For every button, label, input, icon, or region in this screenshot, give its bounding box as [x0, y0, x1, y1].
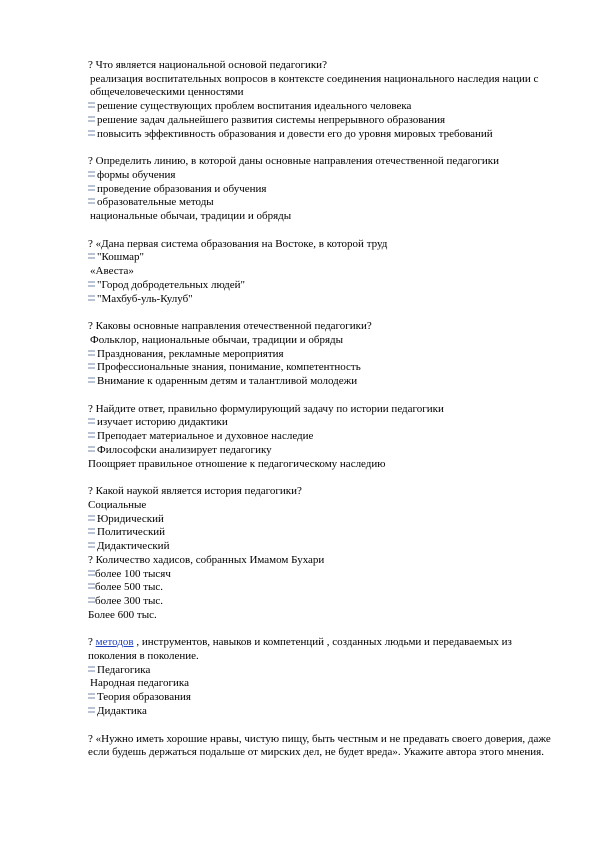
answer-option: изучает историю дидактики — [97, 416, 228, 429]
answer-option: более 100 тысяч — [95, 567, 171, 580]
answer-option: более 300 тыс. — [95, 594, 164, 607]
answer-option: Юридический — [97, 512, 164, 525]
question-text: ? Определить линию, в которой даны основные направления отечественной педагогики — [88, 155, 499, 168]
question-block-8 — [88, 636, 560, 718]
answer-marker-icon — [88, 350, 95, 356]
question-text: ? Какой наукой является история педагогики? — [88, 485, 302, 498]
answer-option: решение задач дальнейшего развития системы непрерывного образования — [97, 113, 446, 126]
answer-marker-icon — [88, 363, 95, 369]
question-block-2 — [88, 155, 560, 224]
question-text: ? Количество хадисов, собранных Имамом Бухари — [88, 553, 325, 566]
question-block-3 — [88, 238, 560, 307]
answer-correct: реализация воспитательных вопросов в контексте соединения национального наследия нации с общечеловеческими ценностями — [90, 72, 539, 99]
methods-link[interactable]: методов — [95, 636, 134, 649]
question-rest: , инструментов, навыков и компетенций , созданных людьми и передаваемых из поколения в поколение. — [88, 636, 512, 663]
answer-option: Теория образования — [97, 691, 191, 704]
answer-option: Внимание к одаренным детям и талантливой молодежи — [97, 375, 358, 388]
question-text: ? «Нужно иметь хорошие нравы, чистую пищу, быть честным и не предавать своего доверия, даже если будешь держаться подальше от мирских дел, не будет вреда». Укажите автора этого мнения. — [88, 732, 551, 759]
answer-marker-icon — [88, 171, 95, 177]
answer-marker-icon — [88, 446, 95, 452]
answer-marker-icon — [88, 666, 95, 672]
answer-option: "Махбуб-уль-Кулуб" — [97, 292, 193, 305]
answer-option: Политический — [97, 526, 166, 539]
answer-marker-icon — [88, 130, 95, 136]
answer-option: образовательные методы — [97, 196, 214, 209]
answer-marker-icon — [88, 116, 95, 122]
answer-marker-icon — [88, 432, 95, 438]
answer-option: Преподает материальное и духовное наследие — [97, 430, 314, 443]
answer-option: более 500 тыс. — [95, 581, 164, 594]
answer-option: "Кошмар" — [97, 251, 145, 264]
question-block-1 — [88, 59, 560, 141]
quiz-text — [88, 59, 560, 774]
question-text — [88, 636, 560, 663]
answer-marker-icon — [88, 281, 95, 287]
answer-marker-icon — [88, 707, 95, 713]
answer-option: Празднования, рекламные мероприятия — [97, 347, 284, 360]
answer-marker-icon — [88, 515, 95, 521]
answer-correct: Поощряет правильное отношение к педагогическому наследию — [88, 457, 386, 470]
answer-marker-icon — [88, 102, 95, 108]
answer-option: Дидактика — [97, 704, 147, 717]
answer-marker-icon — [88, 570, 95, 576]
answer-option: проведение образования и обучения — [97, 182, 267, 195]
answer-option: "Город добродетельных людей" — [97, 278, 245, 291]
answer-marker-icon — [88, 528, 95, 534]
question-text: ? Найдите ответ, правильно формулирующий задачу по истории педагогики — [88, 402, 444, 415]
question-prefix: ? — [88, 636, 96, 649]
answer-marker-icon — [88, 693, 95, 699]
answer-correct: Фольклор, национальные обычаи, традиции и обряды — [90, 333, 343, 346]
answer-marker-icon — [88, 185, 95, 191]
answer-correct: национальные обычаи, традиции и обряды — [90, 210, 292, 223]
answer-correct: «Авеста» — [90, 265, 134, 278]
question-text: ? Каковы основные направления отечественной педагогики? — [88, 320, 372, 333]
answer-marker-icon — [88, 198, 95, 204]
question-block-5 — [88, 403, 560, 472]
answer-option: Профессиональные знания, понимание, компетентность — [97, 361, 361, 374]
question-text: ? Что является национальной основой педагогики? — [88, 59, 327, 71]
answer-option: повысить эффективность образования и довести его до уровня мировых требований — [97, 127, 493, 140]
answer-correct: Более 600 тыс. — [88, 608, 157, 621]
answer-marker-icon — [88, 377, 95, 383]
answer-marker-icon — [88, 583, 95, 589]
answer-option: решение существующих проблем воспитания идеального человека — [97, 100, 412, 113]
question-block-9 — [88, 733, 560, 760]
answer-option: Педагогика — [97, 663, 151, 676]
answer-option: Дидактический — [97, 540, 170, 553]
answer-marker-icon — [88, 597, 95, 603]
answer-option: формы обучения — [97, 168, 176, 181]
question-block-4 — [88, 320, 560, 389]
question-block-6 — [88, 485, 560, 554]
answer-marker-icon — [88, 295, 95, 301]
answer-correct: Социальные — [88, 498, 147, 511]
question-block-7 — [88, 554, 560, 623]
answer-marker-icon — [88, 418, 95, 424]
answer-option: Философски анализирует педагогику — [97, 443, 272, 456]
answer-marker-icon — [88, 542, 95, 548]
answer-correct: Народная педагогика — [90, 677, 189, 690]
answer-marker-icon — [88, 253, 95, 259]
question-text: ? «Дана первая система образования на Востоке, в которой труд — [88, 237, 388, 250]
